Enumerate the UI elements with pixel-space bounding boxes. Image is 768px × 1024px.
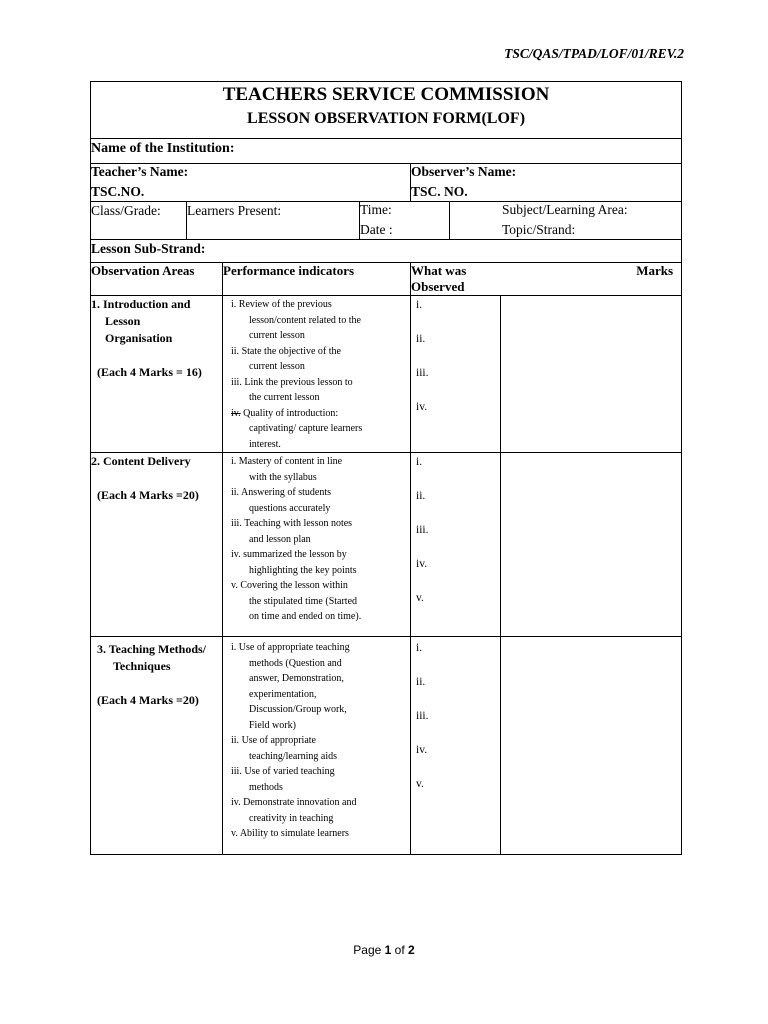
form-title: TEACHERS SERVICE COMMISSION	[222, 84, 550, 105]
indicator-item: v. Ability to simulate learners	[231, 828, 349, 839]
document-reference: TSC/QAS/TPAD/LOF/01/REV.2	[504, 46, 684, 61]
indicator-item: iv. Quality of introduction: captivating/ capture learners interest.	[231, 407, 363, 450]
teacher-name-label: Teacher’s Name:	[91, 164, 189, 179]
observed-item: ii.	[416, 676, 426, 688]
area-marks-note: (Each 4 Marks =20)	[97, 693, 199, 707]
observer-tsc-label: TSC. NO.	[411, 184, 468, 199]
topic-label: Topic/Strand:	[502, 222, 576, 237]
observed-item: i.	[416, 299, 423, 311]
marks-cell[interactable]	[501, 296, 682, 453]
indicator-item: i. Mastery of content in line with the syllabus	[231, 456, 343, 483]
column-header-marks: Marks	[501, 263, 682, 296]
area-marks-note: (Each 4 Marks = 16)	[97, 365, 202, 379]
section-introduction	[91, 296, 682, 453]
marks-cell[interactable]	[501, 453, 682, 637]
observed-item: iv.	[416, 744, 428, 756]
sub-strand-label: Lesson Sub-Strand:	[91, 241, 206, 256]
section-content-delivery	[91, 453, 682, 637]
area-title: 2. Content Delivery	[91, 454, 191, 468]
subject-label: Subject/Learning Area:	[502, 202, 628, 217]
area-title-line: Organisation	[105, 331, 173, 345]
observed-item: iii.	[416, 710, 429, 722]
indicator-item: ii. State the objective of the current lesson	[231, 345, 341, 372]
indicator-item: i. Review of the previous lesson/content related to the current lesson	[231, 299, 361, 341]
time-label: Time:	[360, 202, 392, 217]
observed-item: iii.	[416, 524, 429, 536]
institution-label: Name of the Institution:	[91, 141, 235, 156]
column-header-observation-areas: Observation Areas	[91, 263, 223, 296]
observation-area	[91, 296, 223, 453]
performance-indicators-cell	[223, 296, 411, 453]
column-header-performance-indicators: Performance indicators	[223, 263, 411, 296]
observed-cell[interactable]	[411, 296, 501, 453]
area-title: 1. Introduction and	[91, 297, 191, 311]
performance-indicators-cell	[223, 453, 411, 637]
time-date-field[interactable]	[360, 202, 450, 240]
class-grade-field[interactable]	[91, 202, 187, 240]
current-page: 1	[384, 943, 392, 957]
lesson-observation-form	[90, 81, 682, 855]
teacher-tsc-label: TSC.NO.	[91, 184, 145, 199]
indicator-item: ii. Use of appropriate teaching/learning aids	[231, 735, 338, 762]
observed-cell[interactable]	[411, 453, 501, 637]
date-label: Date :	[360, 222, 393, 237]
indicator-item: v. Covering the lesson within the stipulated time (Started on time and ended on time).	[231, 580, 362, 622]
column-header-what-was-observed: What was Observed	[411, 263, 501, 296]
observed-item: v.	[416, 778, 424, 790]
observed-item: iv.	[416, 401, 428, 413]
area-title: 3. Teaching Methods/	[97, 642, 207, 656]
observed-item: iii.	[416, 367, 429, 379]
footer-mid: of	[391, 943, 409, 957]
indicator-item: iii. Teaching with lesson notes and lesson plan	[231, 518, 353, 545]
institution-field[interactable]	[91, 139, 682, 164]
class-grade-label: Class/Grade:	[91, 203, 161, 218]
learners-present-label: Learners Present:	[187, 203, 282, 218]
struck-numeral: iv.	[231, 407, 241, 419]
observation-area	[91, 637, 223, 855]
teacher-field[interactable]	[91, 164, 411, 202]
indicator-item: i. Use of appropriate teaching methods (Question and answer, Demonstration, experimentation, Discussion/Group work, Field work)	[231, 642, 350, 731]
observer-name-label: Observer’s Name:	[411, 164, 517, 179]
indicator-item: iv. summarized the lesson by highlighting the key points	[231, 549, 357, 576]
observed-item: ii.	[416, 490, 426, 502]
page-footer	[0, 943, 768, 957]
observer-field[interactable]	[411, 164, 682, 202]
footer-prefix: Page	[353, 943, 385, 957]
area-title-line: Techniques	[113, 659, 171, 673]
observed-item: i.	[416, 456, 423, 468]
observed-item: iv.	[416, 558, 428, 570]
area-marks-note: (Each 4 Marks =20)	[97, 488, 199, 502]
observed-item: ii.	[416, 333, 426, 345]
form-subtitle: LESSON OBSERVATION FORM(LOF)	[247, 110, 526, 127]
observed-item: v.	[416, 592, 424, 604]
indicator-item: ii. Answering of students questions accurately	[231, 487, 332, 514]
section-teaching-methods	[91, 637, 682, 855]
marks-cell[interactable]	[501, 637, 682, 855]
observation-area	[91, 453, 223, 637]
indicator-item: iii. Use of varied teaching methods	[231, 766, 335, 793]
total-pages: 2	[408, 943, 415, 957]
indicator-item: iii. Link the previous lesson to the current lesson	[231, 376, 353, 403]
learners-present-field[interactable]	[187, 202, 360, 240]
observed-cell[interactable]	[411, 637, 501, 855]
area-title-line: Lesson	[105, 314, 141, 328]
form-header	[91, 82, 682, 139]
subject-topic-field[interactable]	[450, 202, 682, 240]
indicator-item: iv. Demonstrate innovation and creativity in teaching	[231, 797, 357, 824]
sub-strand-field[interactable]	[91, 240, 682, 263]
performance-indicators-cell	[223, 637, 411, 855]
observed-item: i.	[416, 642, 423, 654]
